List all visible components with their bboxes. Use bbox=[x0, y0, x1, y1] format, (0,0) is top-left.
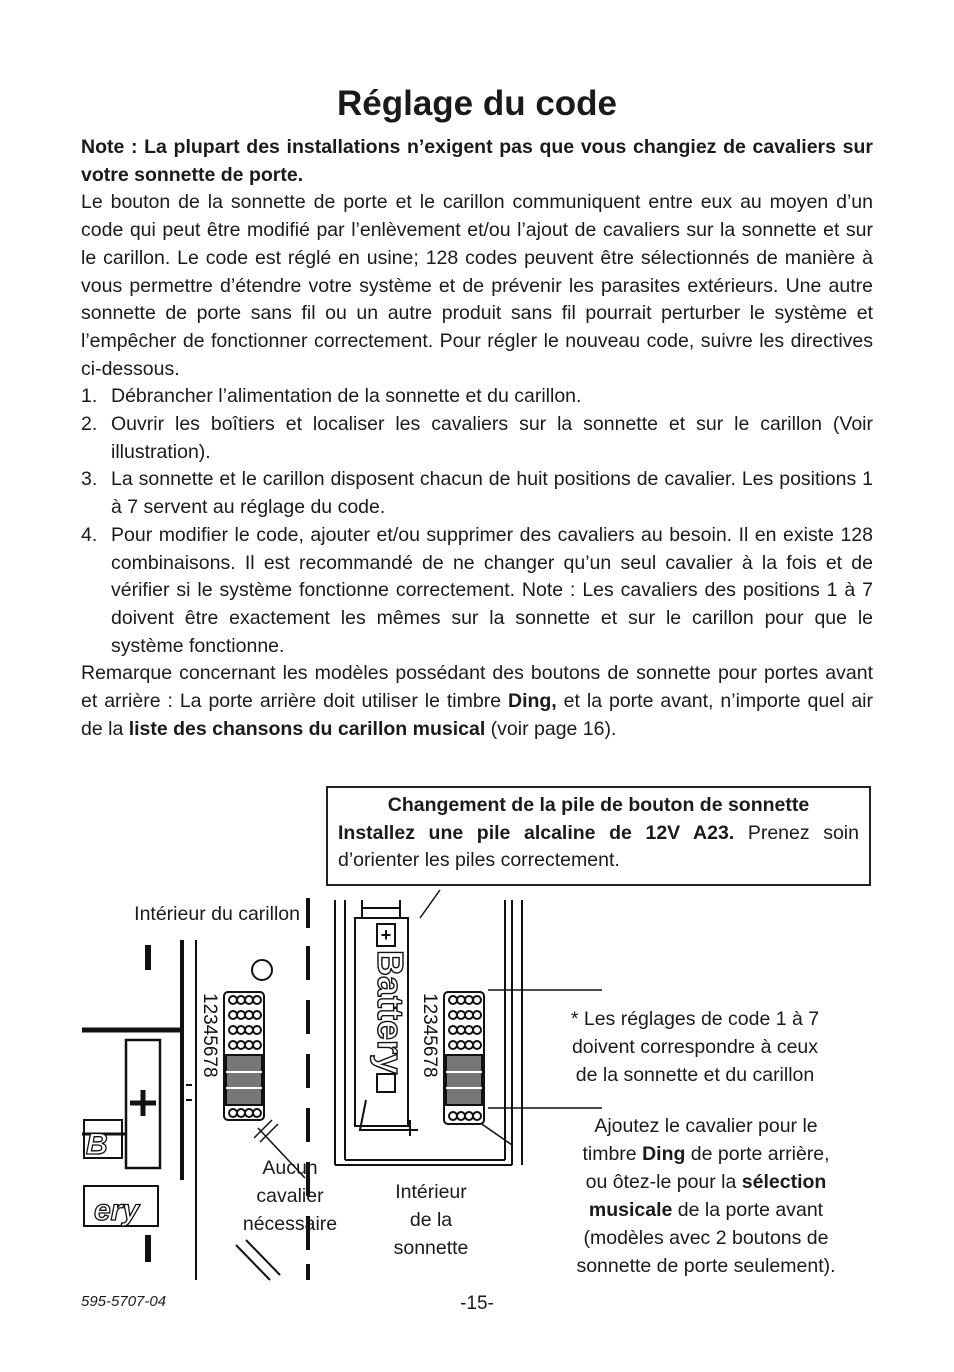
partial-battery-label-1: B bbox=[86, 1128, 108, 1161]
chime-jumper-numbers: 12345678 bbox=[199, 993, 220, 1078]
battery-box-title: Changement de la pile de bouton de sonnette bbox=[387, 794, 810, 816]
battery-label: Battery bbox=[370, 950, 411, 1075]
code-match-note: * Les réglages de code 1 à 7 doivent correspondre à ceux de la sonnette et du carillon bbox=[570, 1008, 820, 1086]
list-item: 2. Ouvrir les boîtiers et localiser les cavaliers sur la sonnette et sur le carillon (Voir illustration). bbox=[81, 413, 873, 463]
plus-icon bbox=[130, 1090, 156, 1116]
partial-battery-label-2: ery bbox=[94, 1194, 140, 1227]
intro-paragraph: Le bouton de la sonnette de porte et le carillon communiquent entre eux au moyen d’un code qui peut être modifié par l’enlèvement et/ou l’ajout de cavaliers sur la sonnette et sur le carillon. Le code est réglé en usine; 128 codes peuvent être sélectionnés de manière à vous permettre d’étendre votre système et de prévenir les parasites extérieurs. Une autre sonnette de porte sans fil ou un autre produit sans fil pourrait perturber le système et l’empêcher de fonctionner correctement. Pour régler le nouveau code, suivre les directives ci-dessous. bbox=[81, 191, 873, 380]
page-title: Réglage du code bbox=[336, 84, 618, 123]
svg-text:+: + bbox=[380, 925, 392, 945]
list-item: 4. Pour modifier le code, ajouter et/ou supprimer des cavaliers au besoin. Il en existe 128 combinaisons. Il est recommandé de ne changer qu’un seul cavalier à la fois et de vérifier si le système fonctionne correctement. Note : Les cavaliers des positions 1 à 7 doivent être exactement les mêmes sur la sonnette et sur le carillon pour que le système fonctionne. bbox=[81, 523, 873, 657]
chime-interior-label: Intérieur du carillon bbox=[134, 903, 300, 925]
page-number: -15- bbox=[460, 1293, 494, 1314]
button-jumper-block bbox=[444, 992, 484, 1124]
button-interior-label: Intérieur de la sonnette bbox=[393, 1181, 469, 1259]
chime-jumper-block bbox=[224, 992, 264, 1120]
note-paragraph: Note : La plupart des installations n’exigent pas que vous changiez de cavaliers sur votre sonnette de porte. bbox=[81, 136, 873, 186]
remark-paragraph: Remarque concernant les modèles possédant des boutons de sonnette pour portes avant et arrière : La porte arrière doit utiliser le timbre Ding, et la porte avant, n’importe quel air de la liste des chansons du carillon musical (voir page 16). bbox=[81, 662, 873, 740]
jumper-ding-note: Ajoutez le cavalier pour le timbre Ding de porte arrière, ou ôtez-le pour la sélection musicale de la porte avant (modèles avec 2 boutons de sonnette de porte seulement). bbox=[576, 1115, 836, 1277]
no-jumper-label: Aucun cavalier nécessaire bbox=[242, 1157, 338, 1235]
list-item: 3. La sonnette et le carillon disposent chacun de huit positions de cavalier. Les positions 1 à 7 servent au réglage du code. bbox=[81, 468, 873, 519]
document-code: 595-5707-04 bbox=[81, 1293, 167, 1310]
battery-box-text: Installez une pile alcaline de 12V A23. Prenez soin d’orienter les piles correctement. bbox=[338, 821, 859, 871]
list-item: 1. Débrancher l’alimentation de la sonnette et du carillon. bbox=[81, 385, 582, 408]
button-jumper-numbers: 12345678 bbox=[419, 993, 440, 1078]
